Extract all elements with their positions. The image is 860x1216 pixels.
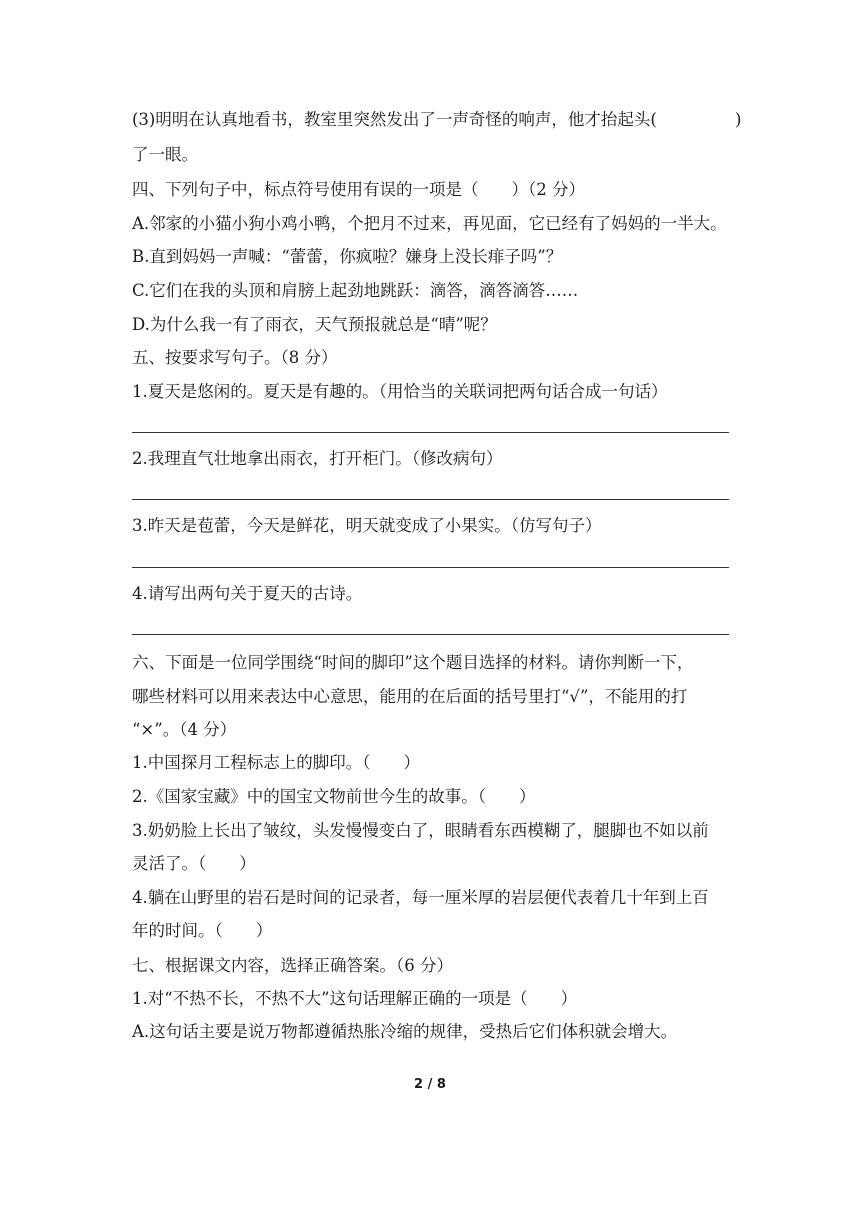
q6-item4-line2: 年的时间。（ ） <box>132 921 273 940</box>
q6-item1: 1.中国探月工程标志上的脚印。（ ） <box>132 753 420 772</box>
q5-item2: 2.我理直气壮地拿出雨衣，打开柜门。（修改病句） <box>132 449 503 468</box>
q5-item3: 3.昨天是苞蕾，今天是鲜花，明天就变成了小果实。（仿写句子） <box>132 516 602 535</box>
q7-title: 七、根据课文内容，选择正确答案。（6 分） <box>132 956 453 975</box>
q5-answer-line-2[interactable] <box>132 499 729 500</box>
q7-item1: 1.对“不热不长，不热不大”这句话理解正确的一项是（ ） <box>132 989 578 1008</box>
q6-item2: 2.《国家宝藏》中的国宝文物前世今生的故事。（ ） <box>132 787 536 806</box>
q6-title-line3: “×”。（4 分） <box>132 720 237 739</box>
q3-item3-line1: (3)明明在认真地看书，教室里突然发出了一声奇怪的响声，他才抬起头( <box>132 110 657 129</box>
q6-title-line2: 哪些材料可以用来表达中心意思，能用的在后面的括号里打“√”，不能用的打 <box>132 687 688 706</box>
q6-item4-line1: 4.躺在山野里的岩石是时间的记录者，每一厘米厚的岩层便代表着几十年到上百 <box>132 888 709 907</box>
q6-title-line1: 六、下面是一位同学围绕“时间的脚印”这个题目选择的材料。请你判断一下， <box>132 653 694 672</box>
page-number: 2 / 8 <box>414 1077 446 1092</box>
q4-option-a: A.邻家的小猫小狗小鸡小鸭，个把月不过来，再见面，它已经有了妈妈的一半大。 <box>132 214 727 233</box>
q5-item1: 1.夏天是悠闲的。夏天是有趣的。（用恰当的关联词把两句话合成一句话） <box>132 382 668 401</box>
q3-item3-line2: 了一眼。 <box>132 145 198 164</box>
q4-option-d: D.为什么我一有了雨衣，天气预报就总是“晴”呢？ <box>132 315 497 334</box>
q7-option-a: A.这句话主要是说万物都遵循热胀冷缩的规律，受热后它们体积就会增大。 <box>132 1022 678 1041</box>
q6-item3-line1: 3.奶奶脸上长出了皱纹，头发慢慢变白了，眼睛看东西模糊了，腿脚也不如以前 <box>132 821 709 840</box>
q5-answer-line-1[interactable] <box>132 432 729 433</box>
q4-title: 四、下列句子中，标点符号使用有误的一项是（ ）（2 分） <box>132 180 585 199</box>
q3-item3-close-paren: ) <box>735 110 742 129</box>
q5-answer-line-3[interactable] <box>132 567 729 568</box>
q5-item4: 4.请写出两句关于夏天的古诗。 <box>132 584 363 603</box>
q5-title: 五、按要求写句子。（8 分） <box>132 348 338 367</box>
q5-answer-line-4[interactable] <box>132 634 729 635</box>
q4-option-c: C.它们在我的头顶和肩膀上起劲地跳跃：滴答，滴答滴答…… <box>132 281 579 300</box>
q4-option-b: B.直到妈妈一声喊：“蕾蕾，你疯啦？嫌身上没长痱子吗”？ <box>132 247 563 266</box>
q6-item3-line2: 灵活了。（ ） <box>132 854 256 873</box>
